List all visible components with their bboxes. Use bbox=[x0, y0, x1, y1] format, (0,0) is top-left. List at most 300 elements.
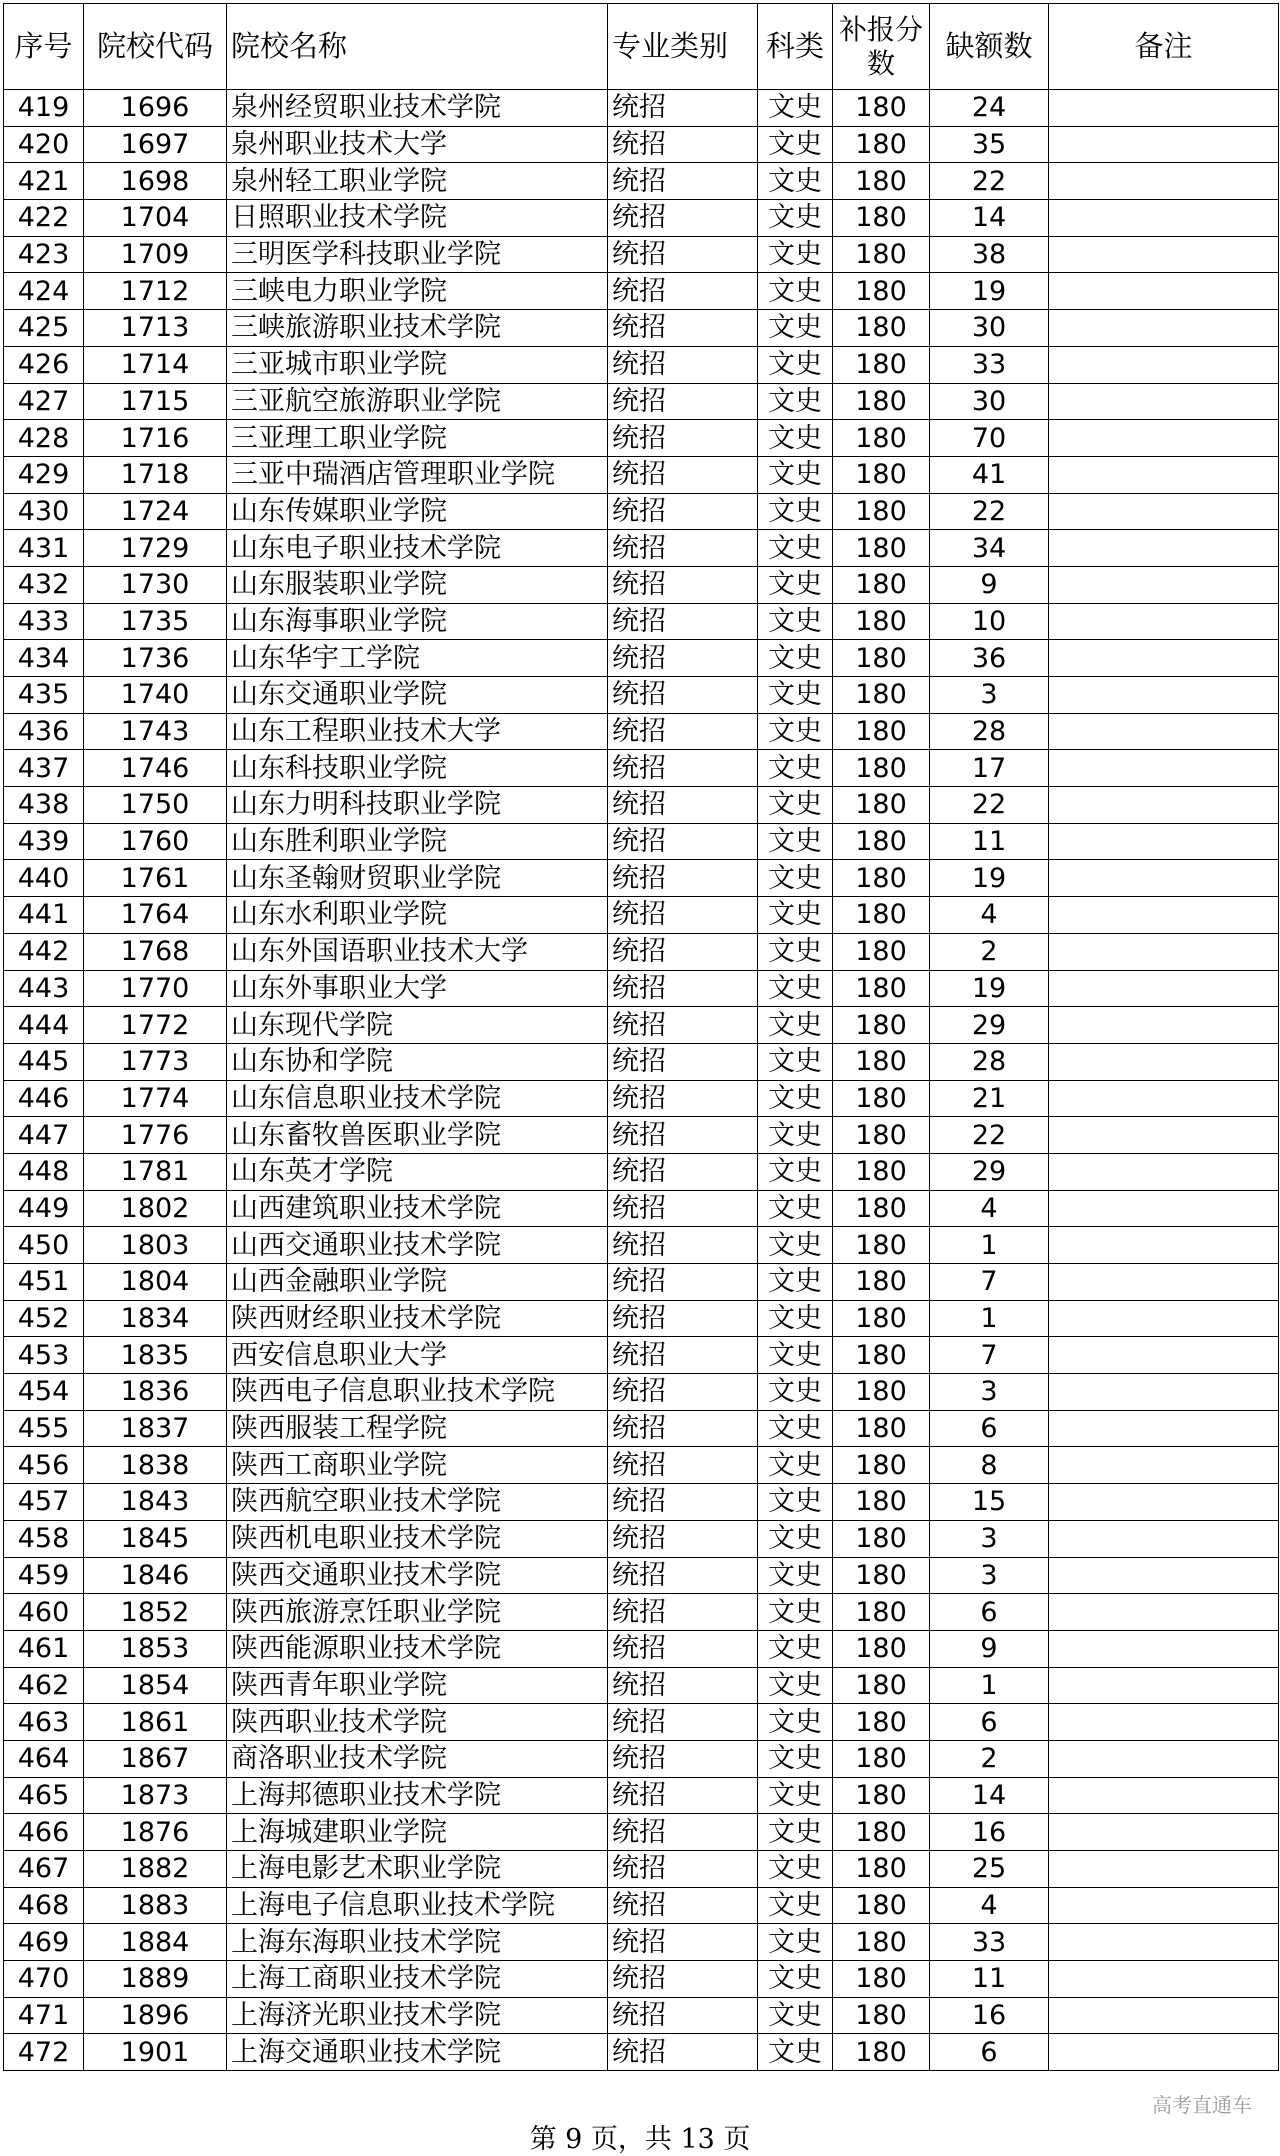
cell-subject-type: 文史 bbox=[758, 383, 833, 420]
cell-supplement-score: 180 bbox=[833, 126, 930, 163]
header-subject-type: 科类 bbox=[758, 4, 833, 90]
cell-school-code: 1696 bbox=[84, 90, 227, 127]
cell-major-category: 统招 bbox=[608, 787, 758, 824]
cell-major-category: 统招 bbox=[608, 493, 758, 530]
cell-remarks bbox=[1049, 1630, 1279, 1667]
cell-remarks bbox=[1049, 1961, 1279, 1998]
cell-subject-type: 文史 bbox=[758, 236, 833, 273]
cell-school-name: 山东信息职业技术学院 bbox=[227, 1080, 608, 1117]
cell-supplement-score: 180 bbox=[833, 420, 930, 457]
cell-supplement-score: 180 bbox=[833, 897, 930, 934]
cell-vacancies: 29 bbox=[930, 1153, 1049, 1190]
cell-seq: 440 bbox=[4, 860, 84, 897]
table-row bbox=[4, 1630, 1279, 1667]
cell-school-name: 陕西旅游烹饪职业学院 bbox=[227, 1594, 608, 1631]
cell-school-code: 1876 bbox=[84, 1814, 227, 1851]
cell-seq: 441 bbox=[4, 897, 84, 934]
cell-major-category: 统招 bbox=[608, 1997, 758, 2034]
cell-remarks bbox=[1049, 823, 1279, 860]
cell-school-name: 陕西服装工程学院 bbox=[227, 1410, 608, 1447]
cell-supplement-score: 180 bbox=[833, 566, 930, 603]
cell-major-category: 统招 bbox=[608, 1337, 758, 1374]
cell-school-name: 山东交通职业学院 bbox=[227, 677, 608, 714]
watermark: 高考直通车 bbox=[1152, 2093, 1252, 2117]
cell-subject-type: 文史 bbox=[758, 310, 833, 347]
cell-subject-type: 文史 bbox=[758, 1337, 833, 1374]
cell-seq: 467 bbox=[4, 1851, 84, 1888]
cell-remarks bbox=[1049, 163, 1279, 200]
cell-major-category: 统招 bbox=[608, 1924, 758, 1961]
cell-major-category: 统招 bbox=[608, 126, 758, 163]
cell-seq: 442 bbox=[4, 933, 84, 970]
cell-school-name: 三明医学科技职业学院 bbox=[227, 236, 608, 273]
cell-school-code: 1852 bbox=[84, 1594, 227, 1631]
table-row bbox=[4, 713, 1279, 750]
cell-school-code: 1714 bbox=[84, 346, 227, 383]
cell-major-category: 统招 bbox=[608, 456, 758, 493]
cell-seq: 426 bbox=[4, 346, 84, 383]
cell-subject-type: 文史 bbox=[758, 860, 833, 897]
cell-school-name: 泉州职业技术大学 bbox=[227, 126, 608, 163]
cell-supplement-score: 180 bbox=[833, 530, 930, 567]
cell-school-code: 1834 bbox=[84, 1300, 227, 1337]
cell-vacancies: 9 bbox=[930, 566, 1049, 603]
cell-seq: 444 bbox=[4, 1007, 84, 1044]
cell-major-category: 统招 bbox=[608, 1630, 758, 1667]
table-row bbox=[4, 346, 1279, 383]
cell-remarks bbox=[1049, 420, 1279, 457]
cell-subject-type: 文史 bbox=[758, 1043, 833, 1080]
cell-remarks bbox=[1049, 897, 1279, 934]
cell-school-name: 陕西职业技术学院 bbox=[227, 1704, 608, 1741]
cell-seq: 468 bbox=[4, 1887, 84, 1924]
cell-remarks bbox=[1049, 1484, 1279, 1521]
cell-supplement-score: 180 bbox=[833, 1997, 930, 2034]
cell-seq: 430 bbox=[4, 493, 84, 530]
cell-remarks bbox=[1049, 1997, 1279, 2034]
cell-supplement-score: 180 bbox=[833, 1520, 930, 1557]
cell-vacancies: 36 bbox=[930, 640, 1049, 677]
cell-major-category: 统招 bbox=[608, 1007, 758, 1044]
table-row bbox=[4, 200, 1279, 237]
cell-seq: 419 bbox=[4, 90, 84, 127]
cell-subject-type: 文史 bbox=[758, 787, 833, 824]
cell-school-code: 1740 bbox=[84, 677, 227, 714]
cell-remarks bbox=[1049, 1667, 1279, 1704]
cell-supplement-score: 180 bbox=[833, 970, 930, 1007]
cell-major-category: 统招 bbox=[608, 273, 758, 310]
cell-subject-type: 文史 bbox=[758, 1484, 833, 1521]
cell-school-code: 1773 bbox=[84, 1043, 227, 1080]
cell-school-code: 1884 bbox=[84, 1924, 227, 1961]
cell-supplement-score: 180 bbox=[833, 1667, 930, 1704]
cell-remarks bbox=[1049, 1887, 1279, 1924]
cell-subject-type: 文史 bbox=[758, 1851, 833, 1888]
cell-school-code: 1861 bbox=[84, 1704, 227, 1741]
cell-supplement-score: 180 bbox=[833, 310, 930, 347]
cell-remarks bbox=[1049, 1227, 1279, 1264]
cell-seq: 439 bbox=[4, 823, 84, 860]
cell-seq: 458 bbox=[4, 1520, 84, 1557]
cell-school-code: 1750 bbox=[84, 787, 227, 824]
cell-school-code: 1709 bbox=[84, 236, 227, 273]
cell-vacancies: 6 bbox=[930, 2034, 1049, 2071]
cell-seq: 422 bbox=[4, 200, 84, 237]
cell-seq: 432 bbox=[4, 566, 84, 603]
cell-school-name: 泉州轻工职业学院 bbox=[227, 163, 608, 200]
cell-vacancies: 19 bbox=[930, 860, 1049, 897]
cell-supplement-score: 180 bbox=[833, 383, 930, 420]
cell-remarks bbox=[1049, 1043, 1279, 1080]
cell-school-code: 1846 bbox=[84, 1557, 227, 1594]
table-row bbox=[4, 420, 1279, 457]
cell-major-category: 统招 bbox=[608, 163, 758, 200]
cell-major-category: 统招 bbox=[608, 1594, 758, 1631]
cell-subject-type: 文史 bbox=[758, 1887, 833, 1924]
cell-remarks bbox=[1049, 787, 1279, 824]
table-row bbox=[4, 933, 1279, 970]
cell-school-name: 山东科技职业学院 bbox=[227, 750, 608, 787]
table-row bbox=[4, 860, 1279, 897]
cell-seq: 450 bbox=[4, 1227, 84, 1264]
cell-remarks bbox=[1049, 1337, 1279, 1374]
cell-major-category: 统招 bbox=[608, 1264, 758, 1301]
cell-school-code: 1836 bbox=[84, 1374, 227, 1411]
cell-subject-type: 文史 bbox=[758, 1300, 833, 1337]
cell-vacancies: 3 bbox=[930, 1374, 1049, 1411]
cell-seq: 464 bbox=[4, 1740, 84, 1777]
cell-supplement-score: 180 bbox=[833, 1227, 930, 1264]
cell-seq: 438 bbox=[4, 787, 84, 824]
cell-subject-type: 文史 bbox=[758, 640, 833, 677]
cell-major-category: 统招 bbox=[608, 1777, 758, 1814]
table-row bbox=[4, 1264, 1279, 1301]
cell-seq: 431 bbox=[4, 530, 84, 567]
cell-vacancies: 6 bbox=[930, 1594, 1049, 1631]
cell-vacancies: 22 bbox=[930, 787, 1049, 824]
cell-school-name: 山东现代学院 bbox=[227, 1007, 608, 1044]
table-row bbox=[4, 2034, 1279, 2071]
table-row bbox=[4, 750, 1279, 787]
cell-supplement-score: 180 bbox=[833, 603, 930, 640]
cell-school-code: 1760 bbox=[84, 823, 227, 860]
cell-subject-type: 文史 bbox=[758, 1410, 833, 1447]
document-sheet bbox=[3, 3, 1279, 2071]
cell-major-category: 统招 bbox=[608, 1227, 758, 1264]
cell-school-name: 山西交通职业技术学院 bbox=[227, 1227, 608, 1264]
cell-school-name: 山东英才学院 bbox=[227, 1153, 608, 1190]
header-school-name: 院校名称 bbox=[227, 4, 608, 90]
table-row bbox=[4, 273, 1279, 310]
cell-remarks bbox=[1049, 677, 1279, 714]
cell-vacancies: 6 bbox=[930, 1704, 1049, 1741]
table-row bbox=[4, 456, 1279, 493]
cell-seq: 461 bbox=[4, 1630, 84, 1667]
cell-major-category: 统招 bbox=[608, 1447, 758, 1484]
table-row bbox=[4, 1410, 1279, 1447]
cell-supplement-score: 180 bbox=[833, 933, 930, 970]
cell-supplement-score: 180 bbox=[833, 273, 930, 310]
cell-school-name: 三亚理工职业学院 bbox=[227, 420, 608, 457]
cell-supplement-score: 180 bbox=[833, 1410, 930, 1447]
cell-seq: 463 bbox=[4, 1704, 84, 1741]
cell-remarks bbox=[1049, 126, 1279, 163]
cell-subject-type: 文史 bbox=[758, 1447, 833, 1484]
cell-seq: 449 bbox=[4, 1190, 84, 1227]
cell-school-name: 山东畜牧兽医职业学院 bbox=[227, 1117, 608, 1154]
cell-major-category: 统招 bbox=[608, 1153, 758, 1190]
cell-remarks bbox=[1049, 2034, 1279, 2071]
cell-seq: 436 bbox=[4, 713, 84, 750]
cell-subject-type: 文史 bbox=[758, 126, 833, 163]
table-row bbox=[4, 823, 1279, 860]
cell-supplement-score: 180 bbox=[833, 456, 930, 493]
table-row bbox=[4, 1484, 1279, 1521]
cell-vacancies: 10 bbox=[930, 603, 1049, 640]
cell-school-code: 1781 bbox=[84, 1153, 227, 1190]
cell-subject-type: 文史 bbox=[758, 1777, 833, 1814]
cell-school-code: 1889 bbox=[84, 1961, 227, 1998]
cell-major-category: 统招 bbox=[608, 640, 758, 677]
cell-subject-type: 文史 bbox=[758, 1557, 833, 1594]
cell-subject-type: 文史 bbox=[758, 970, 833, 1007]
header-vacancies: 缺额数 bbox=[930, 4, 1049, 90]
cell-vacancies: 19 bbox=[930, 273, 1049, 310]
cell-school-name: 陕西航空职业技术学院 bbox=[227, 1484, 608, 1521]
cell-school-name: 上海交通职业技术学院 bbox=[227, 2034, 608, 2071]
cell-remarks bbox=[1049, 1374, 1279, 1411]
cell-school-code: 1845 bbox=[84, 1520, 227, 1557]
cell-school-name: 上海工商职业技术学院 bbox=[227, 1961, 608, 1998]
cell-seq: 427 bbox=[4, 383, 84, 420]
cell-remarks bbox=[1049, 1851, 1279, 1888]
cell-supplement-score: 180 bbox=[833, 1557, 930, 1594]
table-row bbox=[4, 163, 1279, 200]
cell-school-name: 山东传媒职业学院 bbox=[227, 493, 608, 530]
cell-school-code: 1716 bbox=[84, 420, 227, 457]
cell-supplement-score: 180 bbox=[833, 713, 930, 750]
cell-vacancies: 14 bbox=[930, 1777, 1049, 1814]
table-body bbox=[4, 90, 1279, 2071]
cell-school-code: 1776 bbox=[84, 1117, 227, 1154]
cell-school-name: 上海东海职业技术学院 bbox=[227, 1924, 608, 1961]
cell-seq: 424 bbox=[4, 273, 84, 310]
cell-remarks bbox=[1049, 1264, 1279, 1301]
cell-school-code: 1704 bbox=[84, 200, 227, 237]
cell-school-name: 山东圣翰财贸职业学院 bbox=[227, 860, 608, 897]
cell-major-category: 统招 bbox=[608, 200, 758, 237]
admissions-table bbox=[3, 3, 1279, 2071]
table-row bbox=[4, 1300, 1279, 1337]
cell-supplement-score: 180 bbox=[833, 1447, 930, 1484]
cell-school-name: 陕西工商职业学院 bbox=[227, 1447, 608, 1484]
cell-subject-type: 文史 bbox=[758, 420, 833, 457]
table-row bbox=[4, 640, 1279, 677]
cell-vacancies: 6 bbox=[930, 1410, 1049, 1447]
table-row bbox=[4, 1007, 1279, 1044]
cell-subject-type: 文史 bbox=[758, 1740, 833, 1777]
cell-school-name: 西安信息职业大学 bbox=[227, 1337, 608, 1374]
cell-remarks bbox=[1049, 640, 1279, 677]
page-footer: 第 9 页，共 13 页 bbox=[529, 2124, 751, 2155]
cell-vacancies: 2 bbox=[930, 1740, 1049, 1777]
cell-seq: 435 bbox=[4, 677, 84, 714]
cell-school-name: 山东协和学院 bbox=[227, 1043, 608, 1080]
cell-seq: 443 bbox=[4, 970, 84, 1007]
cell-subject-type: 文史 bbox=[758, 1264, 833, 1301]
cell-seq: 466 bbox=[4, 1814, 84, 1851]
cell-major-category: 统招 bbox=[608, 1043, 758, 1080]
header-major-category: 专业类别 bbox=[608, 4, 758, 90]
cell-major-category: 统招 bbox=[608, 897, 758, 934]
cell-seq: 471 bbox=[4, 1997, 84, 2034]
cell-subject-type: 文史 bbox=[758, 566, 833, 603]
cell-school-code: 1803 bbox=[84, 1227, 227, 1264]
cell-major-category: 统招 bbox=[608, 90, 758, 127]
cell-supplement-score: 180 bbox=[833, 1484, 930, 1521]
cell-supplement-score: 180 bbox=[833, 346, 930, 383]
table-row bbox=[4, 1520, 1279, 1557]
cell-remarks bbox=[1049, 310, 1279, 347]
table-row bbox=[4, 1997, 1279, 2034]
cell-remarks bbox=[1049, 1080, 1279, 1117]
cell-supplement-score: 180 bbox=[833, 640, 930, 677]
cell-school-name: 山东力明科技职业学院 bbox=[227, 787, 608, 824]
cell-school-code: 1698 bbox=[84, 163, 227, 200]
header-school-code: 院校代码 bbox=[84, 4, 227, 90]
table-row bbox=[4, 1740, 1279, 1777]
cell-subject-type: 文史 bbox=[758, 1227, 833, 1264]
cell-vacancies: 28 bbox=[930, 713, 1049, 750]
cell-school-code: 1854 bbox=[84, 1667, 227, 1704]
table-row bbox=[4, 493, 1279, 530]
cell-vacancies: 9 bbox=[930, 1630, 1049, 1667]
cell-seq: 469 bbox=[4, 1924, 84, 1961]
cell-supplement-score: 180 bbox=[833, 1924, 930, 1961]
cell-school-name: 山东华宇工学院 bbox=[227, 640, 608, 677]
cell-vacancies: 25 bbox=[930, 1851, 1049, 1888]
cell-school-code: 1743 bbox=[84, 713, 227, 750]
cell-subject-type: 文史 bbox=[758, 200, 833, 237]
cell-school-code: 1735 bbox=[84, 603, 227, 640]
cell-subject-type: 文史 bbox=[758, 1814, 833, 1851]
cell-school-name: 陕西交通职业技术学院 bbox=[227, 1557, 608, 1594]
cell-subject-type: 文史 bbox=[758, 1961, 833, 1998]
cell-school-code: 1873 bbox=[84, 1777, 227, 1814]
cell-major-category: 统招 bbox=[608, 1410, 758, 1447]
cell-vacancies: 29 bbox=[930, 1007, 1049, 1044]
cell-remarks bbox=[1049, 1740, 1279, 1777]
cell-major-category: 统招 bbox=[608, 750, 758, 787]
table-row bbox=[4, 1190, 1279, 1227]
cell-seq: 470 bbox=[4, 1961, 84, 1998]
cell-school-code: 1715 bbox=[84, 383, 227, 420]
cell-school-code: 1746 bbox=[84, 750, 227, 787]
cell-major-category: 统招 bbox=[608, 236, 758, 273]
cell-supplement-score: 180 bbox=[833, 787, 930, 824]
cell-major-category: 统招 bbox=[608, 346, 758, 383]
table-row bbox=[4, 530, 1279, 567]
cell-vacancies: 4 bbox=[930, 897, 1049, 934]
cell-school-name: 陕西财经职业技术学院 bbox=[227, 1300, 608, 1337]
cell-supplement-score: 180 bbox=[833, 1630, 930, 1667]
cell-vacancies: 1 bbox=[930, 1667, 1049, 1704]
cell-school-name: 山西金融职业学院 bbox=[227, 1264, 608, 1301]
cell-school-code: 1718 bbox=[84, 456, 227, 493]
cell-remarks bbox=[1049, 530, 1279, 567]
table-row bbox=[4, 90, 1279, 127]
table-row bbox=[4, 970, 1279, 1007]
cell-school-name: 陕西能源职业技术学院 bbox=[227, 1630, 608, 1667]
cell-school-name: 陕西电子信息职业技术学院 bbox=[227, 1374, 608, 1411]
cell-remarks bbox=[1049, 1300, 1279, 1337]
cell-major-category: 统招 bbox=[608, 823, 758, 860]
header-supplement-score: 补报分数 bbox=[833, 4, 930, 90]
header-seq: 序号 bbox=[4, 4, 84, 90]
cell-vacancies: 16 bbox=[930, 1814, 1049, 1851]
header-remarks: 备注 bbox=[1049, 4, 1279, 90]
cell-seq: 421 bbox=[4, 163, 84, 200]
cell-seq: 465 bbox=[4, 1777, 84, 1814]
cell-seq: 434 bbox=[4, 640, 84, 677]
cell-remarks bbox=[1049, 1557, 1279, 1594]
cell-vacancies: 2 bbox=[930, 933, 1049, 970]
cell-major-category: 统招 bbox=[608, 1740, 758, 1777]
cell-supplement-score: 180 bbox=[833, 860, 930, 897]
cell-supplement-score: 180 bbox=[833, 1080, 930, 1117]
cell-remarks bbox=[1049, 566, 1279, 603]
cell-remarks bbox=[1049, 750, 1279, 787]
cell-vacancies: 41 bbox=[930, 456, 1049, 493]
cell-school-name: 陕西机电职业技术学院 bbox=[227, 1520, 608, 1557]
cell-supplement-score: 180 bbox=[833, 1007, 930, 1044]
cell-major-category: 统招 bbox=[608, 2034, 758, 2071]
cell-remarks bbox=[1049, 713, 1279, 750]
table-row bbox=[4, 1557, 1279, 1594]
cell-major-category: 统招 bbox=[608, 383, 758, 420]
cell-school-code: 1896 bbox=[84, 1997, 227, 2034]
cell-major-category: 统招 bbox=[608, 1520, 758, 1557]
table-row bbox=[4, 126, 1279, 163]
cell-subject-type: 文史 bbox=[758, 603, 833, 640]
cell-remarks bbox=[1049, 1777, 1279, 1814]
cell-vacancies: 14 bbox=[930, 200, 1049, 237]
cell-remarks bbox=[1049, 1190, 1279, 1227]
table-row bbox=[4, 1043, 1279, 1080]
cell-school-code: 1730 bbox=[84, 566, 227, 603]
cell-supplement-score: 180 bbox=[833, 1814, 930, 1851]
cell-school-name: 山东服装职业学院 bbox=[227, 566, 608, 603]
cell-supplement-score: 180 bbox=[833, 1704, 930, 1741]
cell-vacancies: 19 bbox=[930, 970, 1049, 1007]
cell-school-name: 日照职业技术学院 bbox=[227, 200, 608, 237]
cell-seq: 459 bbox=[4, 1557, 84, 1594]
cell-remarks bbox=[1049, 933, 1279, 970]
cell-school-code: 1835 bbox=[84, 1337, 227, 1374]
cell-vacancies: 1 bbox=[930, 1227, 1049, 1264]
cell-school-name: 三峡电力职业学院 bbox=[227, 273, 608, 310]
cell-remarks bbox=[1049, 1594, 1279, 1631]
cell-major-category: 统招 bbox=[608, 420, 758, 457]
cell-school-code: 1772 bbox=[84, 1007, 227, 1044]
cell-vacancies: 22 bbox=[930, 1117, 1049, 1154]
cell-seq: 437 bbox=[4, 750, 84, 787]
cell-school-name: 陕西青年职业学院 bbox=[227, 1667, 608, 1704]
table-row bbox=[4, 897, 1279, 934]
cell-remarks bbox=[1049, 273, 1279, 310]
cell-school-name: 山东电子职业技术学院 bbox=[227, 530, 608, 567]
cell-supplement-score: 180 bbox=[833, 493, 930, 530]
